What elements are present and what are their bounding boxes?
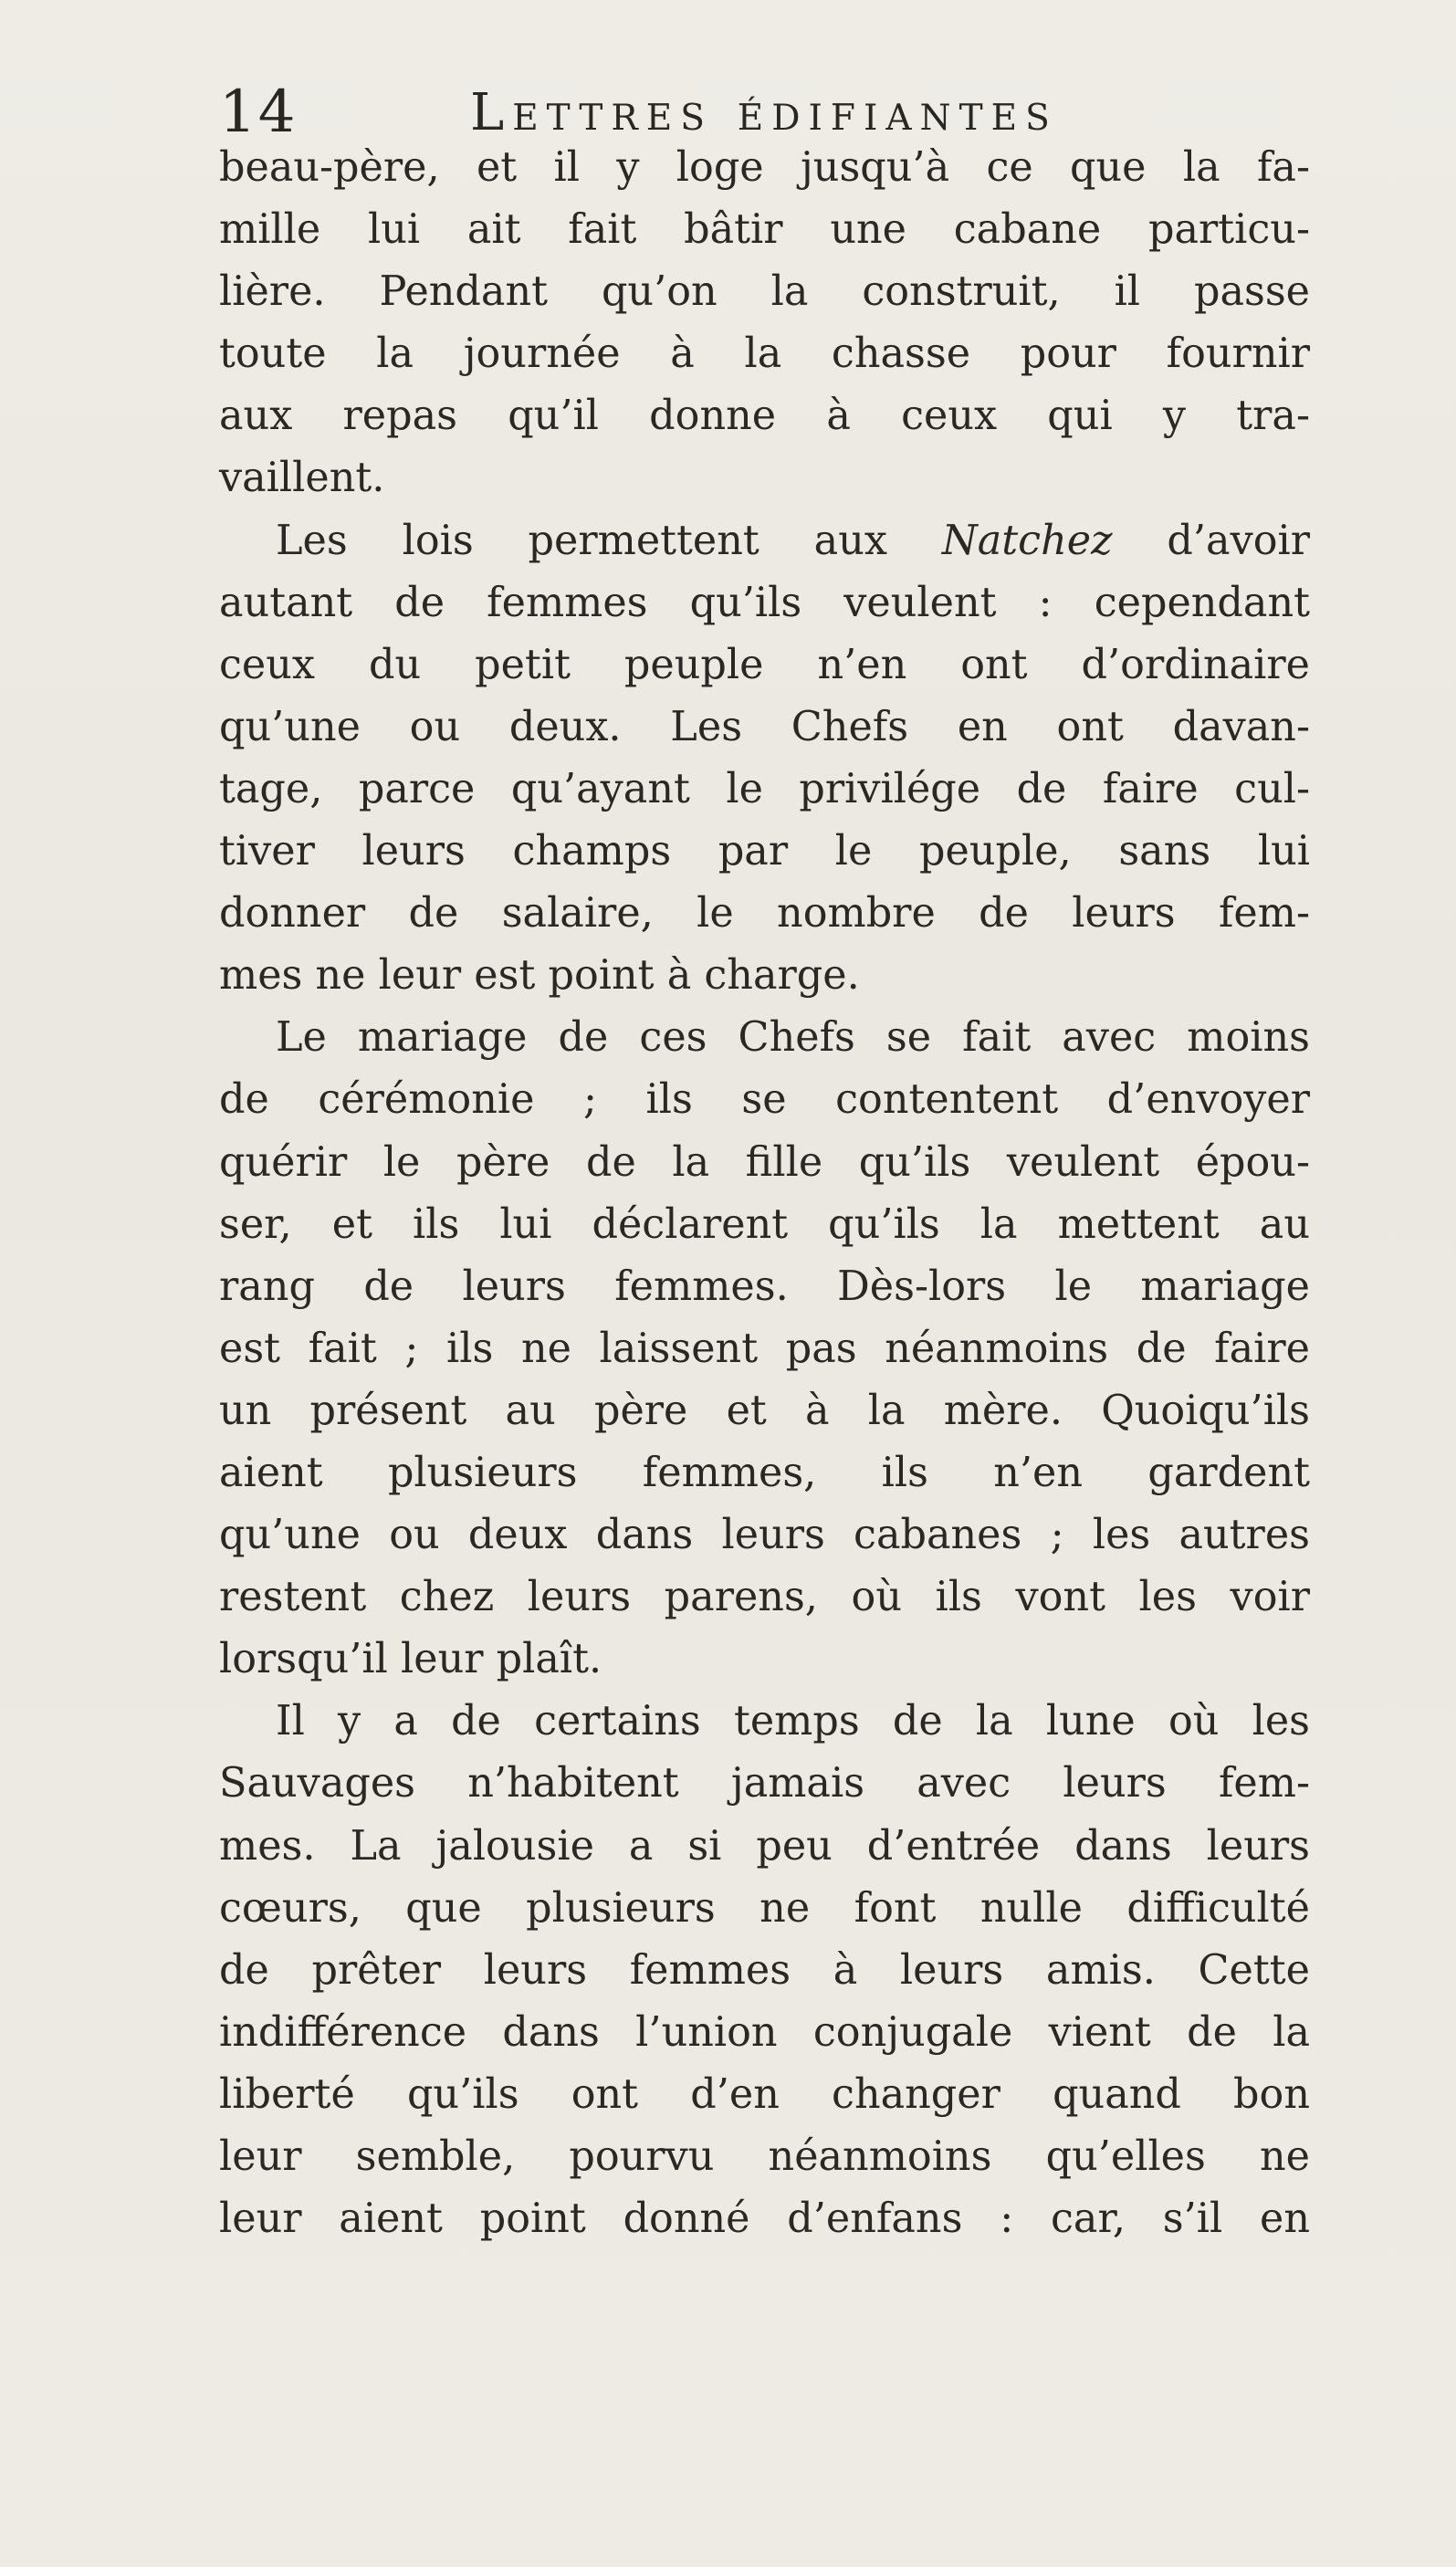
text-line: donner de salaire, le nombre de leurs fem- — [219, 890, 1310, 938]
text-line: tage, parce qu’ayant le privilége de faire cul- — [219, 765, 1310, 812]
text-line: vaillent. — [219, 455, 385, 502]
text-line: leur semble, pourvu néanmoins qu’elles ne — [219, 2133, 1310, 2180]
text-line: Le mariage de ces Chefs se fait avec moins — [276, 1014, 1310, 1062]
text-line: rang de leurs femmes. Dès-lors le mariage — [219, 1263, 1310, 1310]
text-line: cœurs, que plusieurs ne font nulle difficulté — [219, 1884, 1310, 1932]
emphasized-word: Natchez — [941, 517, 1113, 564]
text-line: leur aient point donné d’enfans : car, s’il en — [219, 2195, 1310, 2243]
text-line: lorsqu’il leur plaît. — [219, 1636, 602, 1683]
text-line: est fait ; ils ne laissent pas néanmoins de faire — [219, 1325, 1310, 1372]
text-line — [219, 510, 1310, 572]
text-line: mes. La jalousie a si peu d’entrée dans leurs — [219, 1822, 1310, 1870]
text-line: un présent au père et à la mère. Quoiqu’ils — [219, 1387, 1310, 1434]
text-line: mes ne leur est point à charge. — [219, 952, 860, 1000]
text-segment: d’avoir — [1112, 517, 1311, 564]
text-line: liberté qu’ils ont d’en changer quand bon — [219, 2070, 1310, 2118]
text-line: aient plusieurs femmes, ils n’en gardent — [219, 1449, 1310, 1496]
page-number: 14 — [219, 79, 298, 146]
text-line: qu’une ou deux dans leurs cabanes ; les autres — [219, 1512, 1310, 1559]
text-line: quérir le père de la fille qu’ils veulent épou- — [219, 1138, 1310, 1186]
text-line: aux repas qu’il donne à ceux qui y tra- — [219, 393, 1310, 440]
text-line: mille lui ait fait bâtir une cabane particu- — [219, 206, 1310, 254]
text-line: beau-père, et il y loge jusqu’à ce que la fa- — [219, 144, 1310, 191]
text-line: de prêter leurs femmes à leurs amis. Cette — [219, 1946, 1310, 1994]
text-line: tiver leurs champs par le peuple, sans lui — [219, 828, 1310, 875]
text-line: Il y a de certains temps de la lune où les — [276, 1698, 1310, 1745]
text-line: ceux du petit peuple n’en ont d’ordinaire — [219, 641, 1310, 688]
running-title: Lettres édifiantes — [470, 83, 1058, 142]
text-line: ser, et ils lui déclarent qu’ils la mettent au — [219, 1200, 1310, 1248]
text-line: indifférence dans l’union conjugale vient de la — [219, 2008, 1310, 2056]
text-line: Sauvages n’habitent jamais avec leurs fem- — [219, 1760, 1310, 1807]
body-text — [219, 137, 1310, 2250]
text-line: restent chez leurs parens, où ils vont les voir — [219, 1574, 1310, 1621]
text-line: toute la journée à la chasse pour fournir — [219, 330, 1310, 378]
text-segment: Les lois permettent aux — [276, 517, 942, 564]
text-line: autant de femmes qu’ils veulent : cependant — [219, 579, 1310, 626]
text-line: de cérémonie ; ils se contentent d’envoyer — [219, 1076, 1310, 1124]
text-line: lière. Pendant qu’on la construit, il passe — [219, 268, 1310, 316]
text-line: qu’une ou deux. Les Chefs en ont davan- — [219, 703, 1310, 750]
